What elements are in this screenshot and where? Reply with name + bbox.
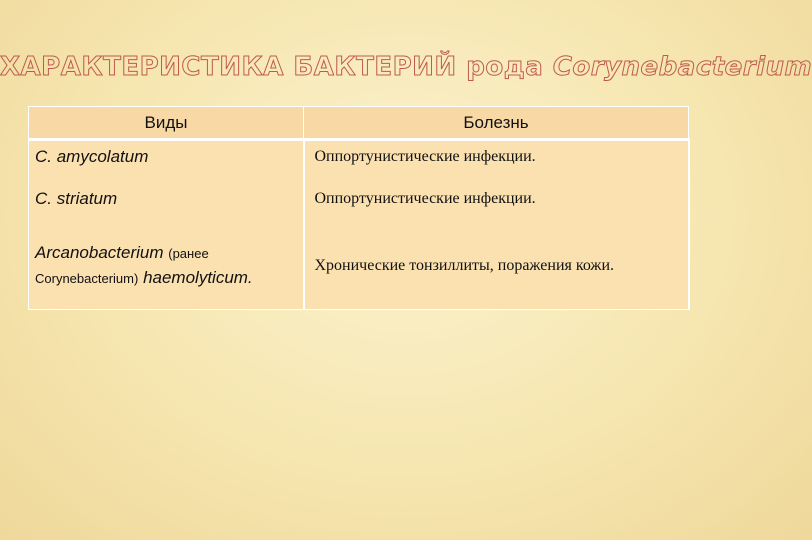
table-row [29, 140, 689, 174]
title-prefix: ХАРАКТЕРИСТИКА БАКТЕРИЙ рода [0, 52, 544, 82]
disease-cell: Оппортунистические инфекции. [304, 140, 689, 174]
species-note-part1: (ранее [168, 246, 209, 262]
disease-cell: Оппортунистические инфекции. [304, 174, 689, 224]
species-name-part2: haemolyticum. [143, 268, 253, 288]
header-species: Виды [29, 107, 304, 140]
species-note-part2: Corynebacterium) [35, 271, 139, 287]
title-genus: Corynebacterium [552, 52, 812, 82]
species-name-part1: Arcanobacterium [35, 243, 164, 263]
bacteria-table [28, 106, 690, 310]
table-row [29, 174, 689, 224]
table-row [29, 224, 689, 310]
species-cell [29, 224, 304, 310]
species-cell: C. amycolatum [29, 140, 304, 174]
species-cell: C. striatum [29, 174, 304, 224]
header-disease: Болезнь [304, 107, 689, 140]
disease-cell: Хронические тонзиллиты, поражения кожи. [304, 224, 689, 310]
table-header-row [29, 107, 689, 140]
slide-title [0, 52, 812, 82]
